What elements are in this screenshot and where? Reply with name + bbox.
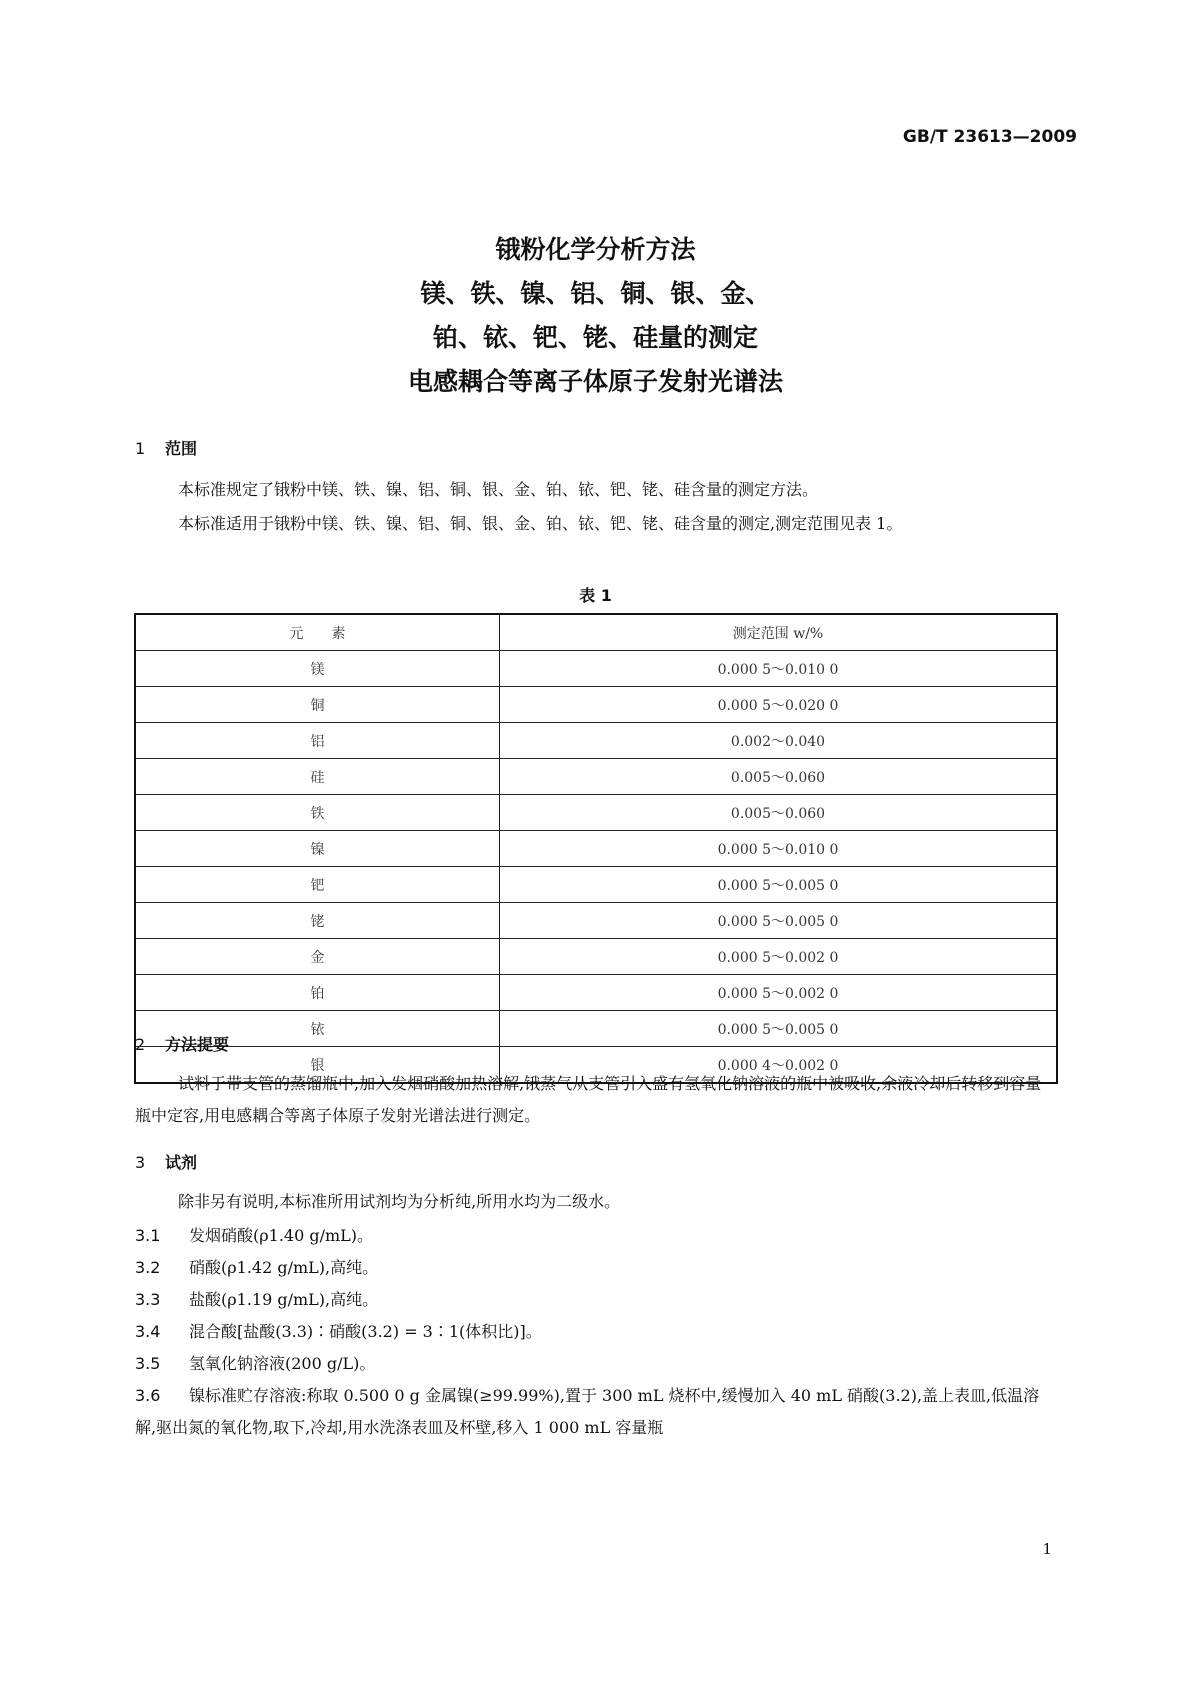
reagent-item <box>135 1252 1057 1284</box>
reagent-item <box>135 1348 1057 1380</box>
range-cell: 0.005～0.060 <box>500 759 1058 795</box>
range-cell: 0.000 5～0.002 0 <box>500 975 1058 1011</box>
table-row <box>135 831 1057 867</box>
reagent-text: 盐酸(ρ1.19 g/mL),高纯。 <box>189 1290 379 1309</box>
document-title <box>0 228 1191 404</box>
element-cell: 镍 <box>135 831 500 867</box>
element-cell: 铂 <box>135 975 500 1011</box>
table-header-row <box>135 614 1057 651</box>
section-number: 2 <box>135 1035 146 1054</box>
table-row <box>135 975 1057 1011</box>
element-cell: 银 <box>135 1047 500 1084</box>
title-line-4: 电感耦合等离子体原子发射光谱法 <box>407 367 783 396</box>
page-number: 1 <box>1042 1540 1052 1558</box>
title-line-1: 锇粉化学分析方法 <box>495 235 696 264</box>
section-title: 试剂 <box>165 1153 198 1172</box>
range-cell: 0.000 5～0.005 0 <box>500 867 1058 903</box>
element-cell: 钯 <box>135 867 500 903</box>
table-row <box>135 759 1057 795</box>
section-1-paragraph-2: 本标准适用于锇粉中镁、铁、镍、铝、铜、银、金、铂、铱、钯、铑、硅含量的测定,测定范围见表 1。 <box>178 514 903 533</box>
table-row <box>135 903 1057 939</box>
table-row <box>135 1011 1057 1047</box>
section-title: 方法提要 <box>165 1035 230 1054</box>
table-row <box>135 723 1057 759</box>
range-cell: 0.000 5～0.005 0 <box>500 1011 1058 1047</box>
standard-code: GB/T 23613—2009 <box>902 127 1077 147</box>
element-cell: 铁 <box>135 795 500 831</box>
range-cell: 0.000 5～0.005 0 <box>500 903 1058 939</box>
reagent-text: 混合酸[盐酸(3.3)∶硝酸(3.2) = 3∶1(体积比)]。 <box>189 1322 542 1341</box>
section-3-heading <box>135 1150 197 1173</box>
reagent-number: 3.4 <box>135 1322 161 1341</box>
reagent-number: 3.5 <box>135 1354 161 1373</box>
reagent-item <box>135 1220 1057 1252</box>
measurement-range-table <box>134 613 1058 1084</box>
reagent-item <box>135 1284 1057 1316</box>
reagent-item <box>135 1316 1057 1348</box>
range-cell: 0.002～0.040 <box>500 723 1058 759</box>
element-cell: 镁 <box>135 651 500 687</box>
table-caption: 表 1 <box>579 586 612 605</box>
reagent-number: 3.1 <box>135 1226 161 1245</box>
reagent-item <box>135 1380 1057 1444</box>
table-row <box>135 795 1057 831</box>
element-cell: 铝 <box>135 723 500 759</box>
range-cell: 0.000 5～0.002 0 <box>500 939 1058 975</box>
title-line-2: 镁、铁、镍、铝、铜、银、金、 <box>420 279 771 308</box>
column-header-range: 测定范围 w/% <box>500 614 1058 651</box>
section-number: 1 <box>135 439 146 458</box>
reagent-text: 发烟硝酸(ρ1.40 g/mL)。 <box>189 1226 374 1245</box>
element-cell: 铱 <box>135 1011 500 1047</box>
section-2-paragraph: 试料于带支管的蒸馏瓶中,加入发烟硝酸加热溶解,锇蒸气从支管引入盛有氢氧化钠溶液的瓶中被吸收,余液冷却后转移到容量瓶中定容,用电感耦合等离子体原子发射光谱法进行测定。 <box>135 1074 1042 1125</box>
reagent-number: 3.3 <box>135 1290 161 1309</box>
element-cell: 铑 <box>135 903 500 939</box>
range-cell: 0.000 5～0.010 0 <box>500 831 1058 867</box>
table-row <box>135 867 1057 903</box>
table-row <box>135 651 1057 687</box>
section-1-paragraph-1: 本标准规定了锇粉中镁、铁、镍、铝、铜、银、金、铂、铱、钯、铑、硅含量的测定方法。 <box>178 480 819 499</box>
section-title: 范围 <box>165 439 198 458</box>
reagent-text: 硝酸(ρ1.42 g/mL),高纯。 <box>189 1258 379 1277</box>
element-cell: 金 <box>135 939 500 975</box>
range-cell: 0.005～0.060 <box>500 795 1058 831</box>
element-cell: 硅 <box>135 759 500 795</box>
section-number: 3 <box>135 1153 146 1172</box>
reagent-number: 3.6 <box>135 1386 161 1405</box>
section-3-intro: 除非另有说明,本标准所用试剂均为分析纯,所用水均为二级水。 <box>178 1192 621 1211</box>
element-cell: 铜 <box>135 687 500 723</box>
section-2-heading <box>135 1032 229 1055</box>
reagent-text: 氢氧化钠溶液(200 g/L)。 <box>189 1354 376 1373</box>
range-cell: 0.000 5～0.020 0 <box>500 687 1058 723</box>
range-cell: 0.000 5～0.010 0 <box>500 651 1058 687</box>
column-header-element: 元 素 <box>135 614 500 651</box>
title-line-3: 铂、铱、钯、铑、硅量的测定 <box>432 323 758 352</box>
table-row <box>135 939 1057 975</box>
range-cell: 0.000 4～0.002 0 <box>500 1047 1058 1084</box>
table-row <box>135 687 1057 723</box>
section-1-heading <box>135 436 197 459</box>
reagent-number: 3.2 <box>135 1258 161 1277</box>
reagent-text: 镍标准贮存溶液:称取 0.500 0 g 金属镍(≥99.99%),置于 300 mL 烧杯中,缓慢加入 40 mL 硝酸(3.2),盖上表皿,低温溶解,驱出氮的氧化物,取下,冷却,用水洗涤表皿及杯壁,移入 1 000 mL 容量瓶 <box>135 1386 1040 1437</box>
